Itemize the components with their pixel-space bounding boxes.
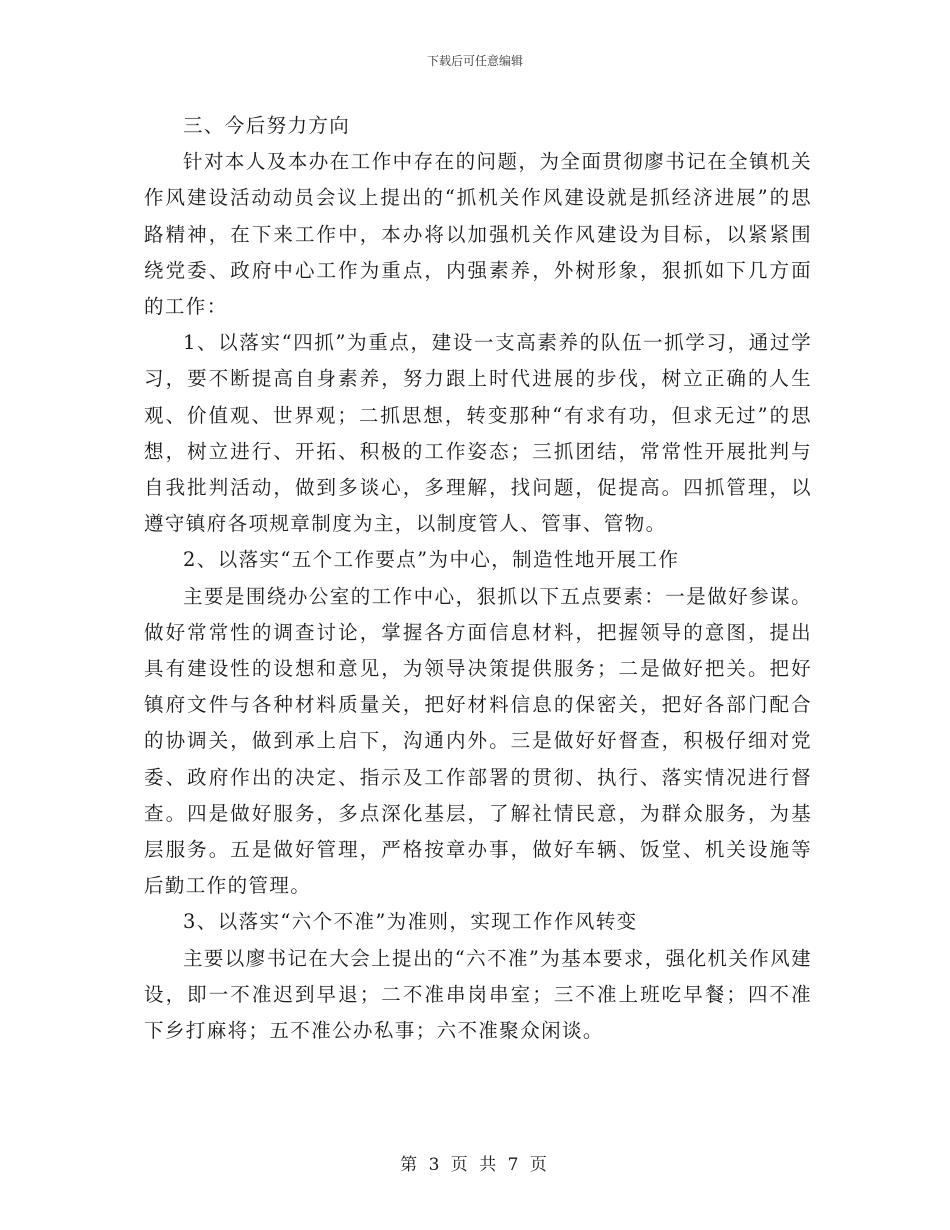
paragraph-item-2-heading: 2、以落实“五个工作要点”为中心，制造性地开展工作 xyxy=(183,548,680,572)
paragraph-intro: 针对本人及本办在工作中存在的问题，为全面贯彻廖书记在全镇机关作风建设活动动员会议上提出的“抓机关作风建设就是抓经济进展”的思路精神，在下来工作中，本办将以加强机关作风建设为目标，以紧紧围绕党委、政府中心工作为重点，内强素养，外树形象，狠抓如下几方面的工作： xyxy=(144,150,812,319)
document-body xyxy=(144,108,812,1049)
page-number: 第 3 页 共 7 页 xyxy=(400,1155,550,1175)
paragraph-item-2-body: 主要是围绕办公室的工作中心，狠抓以下五点要素：一是做好参谋。做好常常性的调查讨论，掌握各方面信息材料，把握领导的意图，提出具有建设性的设想和意见，为领导决策提供服务；二是做好把关。把好镇府文件与各种材料质量关，把好材料信息的保密关，把好各部门配合的协调关，做到承上启下，沟通内外。三是做好好督查，积极仔细对党委、政府作出的决定、指示及工作部署的贯彻、执行、落实情况进行督查。四是做好服务，多点深化基层，了解社情民意，为群众服务，为基层服务。五是做好管理，严格按章办事，做好车辆、饭堂、机关设施等后勤工作的管理。 xyxy=(144,584,812,898)
paragraph-item-3-heading: 3、以落实“六个不准”为准则，实现工作作风转变 xyxy=(183,910,638,934)
section-heading: 三、今后努力方向 xyxy=(183,114,351,137)
paragraph-item-1: 1、以落实“四抓”为重点，建设一支高素养的队伍一抓学习，通过学习，要不断提高自身素养，努力跟上时代进展的步伐，树立正确的人生观、价值观、世界观；二抓思想，转变那种“有求有功，但求无过”的思想，树立进行、开拓、积极的工作姿态；三抓团结，常常性开展批判与自我批判活动，做到多谈心，多理解，找问题，促提高。四抓管理，以遵守镇府各项规章制度为主，以制度管人、管事、管物。 xyxy=(144,331,812,536)
page-header: 下载后可任意编辑 xyxy=(426,54,523,68)
paragraph-item-3-body: 主要以廖书记在大会上提出的“六不准”为基本要求，强化机关作风建设，即一不准迟到早退；二不准串岗串室；三不准上班吃早餐；四不准下乡打麻将；五不准公办私事；六不准聚众闲谈。 xyxy=(144,946,812,1043)
